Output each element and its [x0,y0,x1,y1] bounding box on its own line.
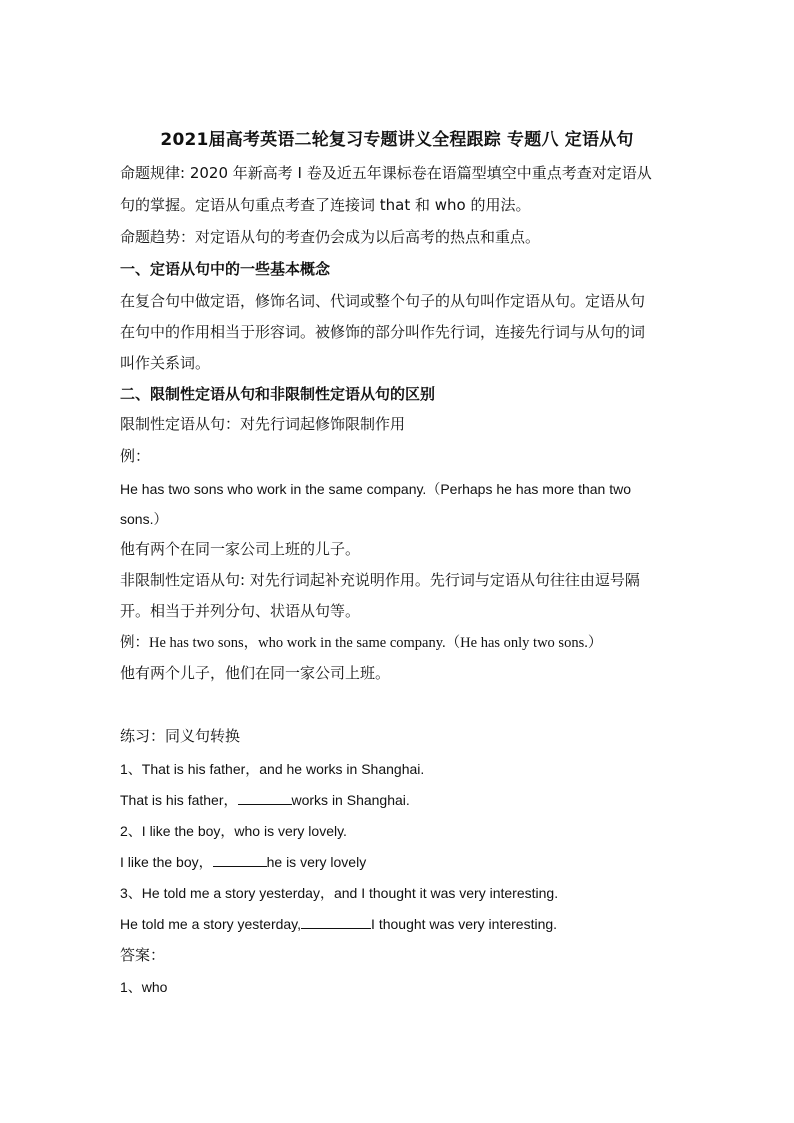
example2-line: 例：He has two sons，who work in the same company.（He has only two sons.） [120,635,603,651]
section1-heading: 一、定语从句中的一些基本概念 [120,260,331,278]
nonrestrictive-line-1: 非限制性定语从句: 对先行词起补充说明作用。先行词与定语从句往往由逗号隔 [120,571,640,589]
section1-line-2: 在句中的作用相当于形容词。被修饰的部分叫作先行词，连接先行词与从句的词 [120,323,646,341]
rule-line-2: 句的掌握。定语从句重点考查了连接词 that 和 who 的用法。 [120,196,531,214]
q1-answer-blank[interactable] [238,790,292,805]
example1-line-1: He has two sons who work in the same company.（Perhaps he has more than two [120,481,631,497]
exercise-q3-blank-sentence [120,913,680,935]
section1-line-1: 在复合句中做定语，修饰名词、代词或整个句子的从句叫作定语从句。定语从句 [120,292,646,310]
q3-suffix: I thought was very interesting. [371,916,558,932]
exercise-q2-blank-sentence [120,851,680,873]
q3-prefix: He told me a story yesterday, [120,916,302,932]
exercise-q1-blank-sentence [120,789,680,811]
q2-prefix: I like the boy， [120,854,213,870]
q1-prefix: That is his father， [120,792,238,808]
nonrestrictive-line-2: 开。相当于并列分句、状语从句等。 [120,602,361,620]
trend-line: 命题趋势：对定语从句的考查仍会成为以后高考的热点和重点。 [120,228,541,246]
answers-heading: 答案： [120,946,166,964]
example1-line-2: sons.） [120,511,168,527]
q2-suffix: he is very lovely [266,854,367,870]
answer-1: 1、who [120,979,168,995]
exercise-q2: 2、I like the boy，who is very lovely. [120,823,347,839]
rule-line-1: 命题规律: 2020 年新高考 I 卷及近五年课标卷在语篇型填空中重点考查对定语从 [120,164,652,182]
document-title: 2021届高考英语二轮复习专题讲义全程跟踪 专题八 定语从句 [160,130,634,150]
exercise-q3: 3、He told me a story yesterday，and I thought it was very interesting. [120,885,559,901]
restrictive-definition: 限制性定语从句：对先行词起修饰限制作用 [120,415,406,433]
exercise-heading: 练习：同义句转换 [120,727,241,745]
example-label: 例： [120,447,151,465]
example2-translation: 他有两个儿子，他们在同一家公司上班。 [120,664,391,682]
example1-translation: 他有两个在同一家公司上班的儿子。 [120,540,361,558]
q3-answer-blank[interactable] [301,914,371,929]
q1-suffix: works in Shanghai. [291,792,410,808]
exercise-q1: 1、That is his father，and he works in Shanghai. [120,761,425,777]
section1-line-3: 叫作关系词。 [120,354,211,372]
q2-answer-blank[interactable] [213,852,267,867]
section2-heading: 二、限制性定语从句和非限制性定语从句的区别 [120,385,436,403]
